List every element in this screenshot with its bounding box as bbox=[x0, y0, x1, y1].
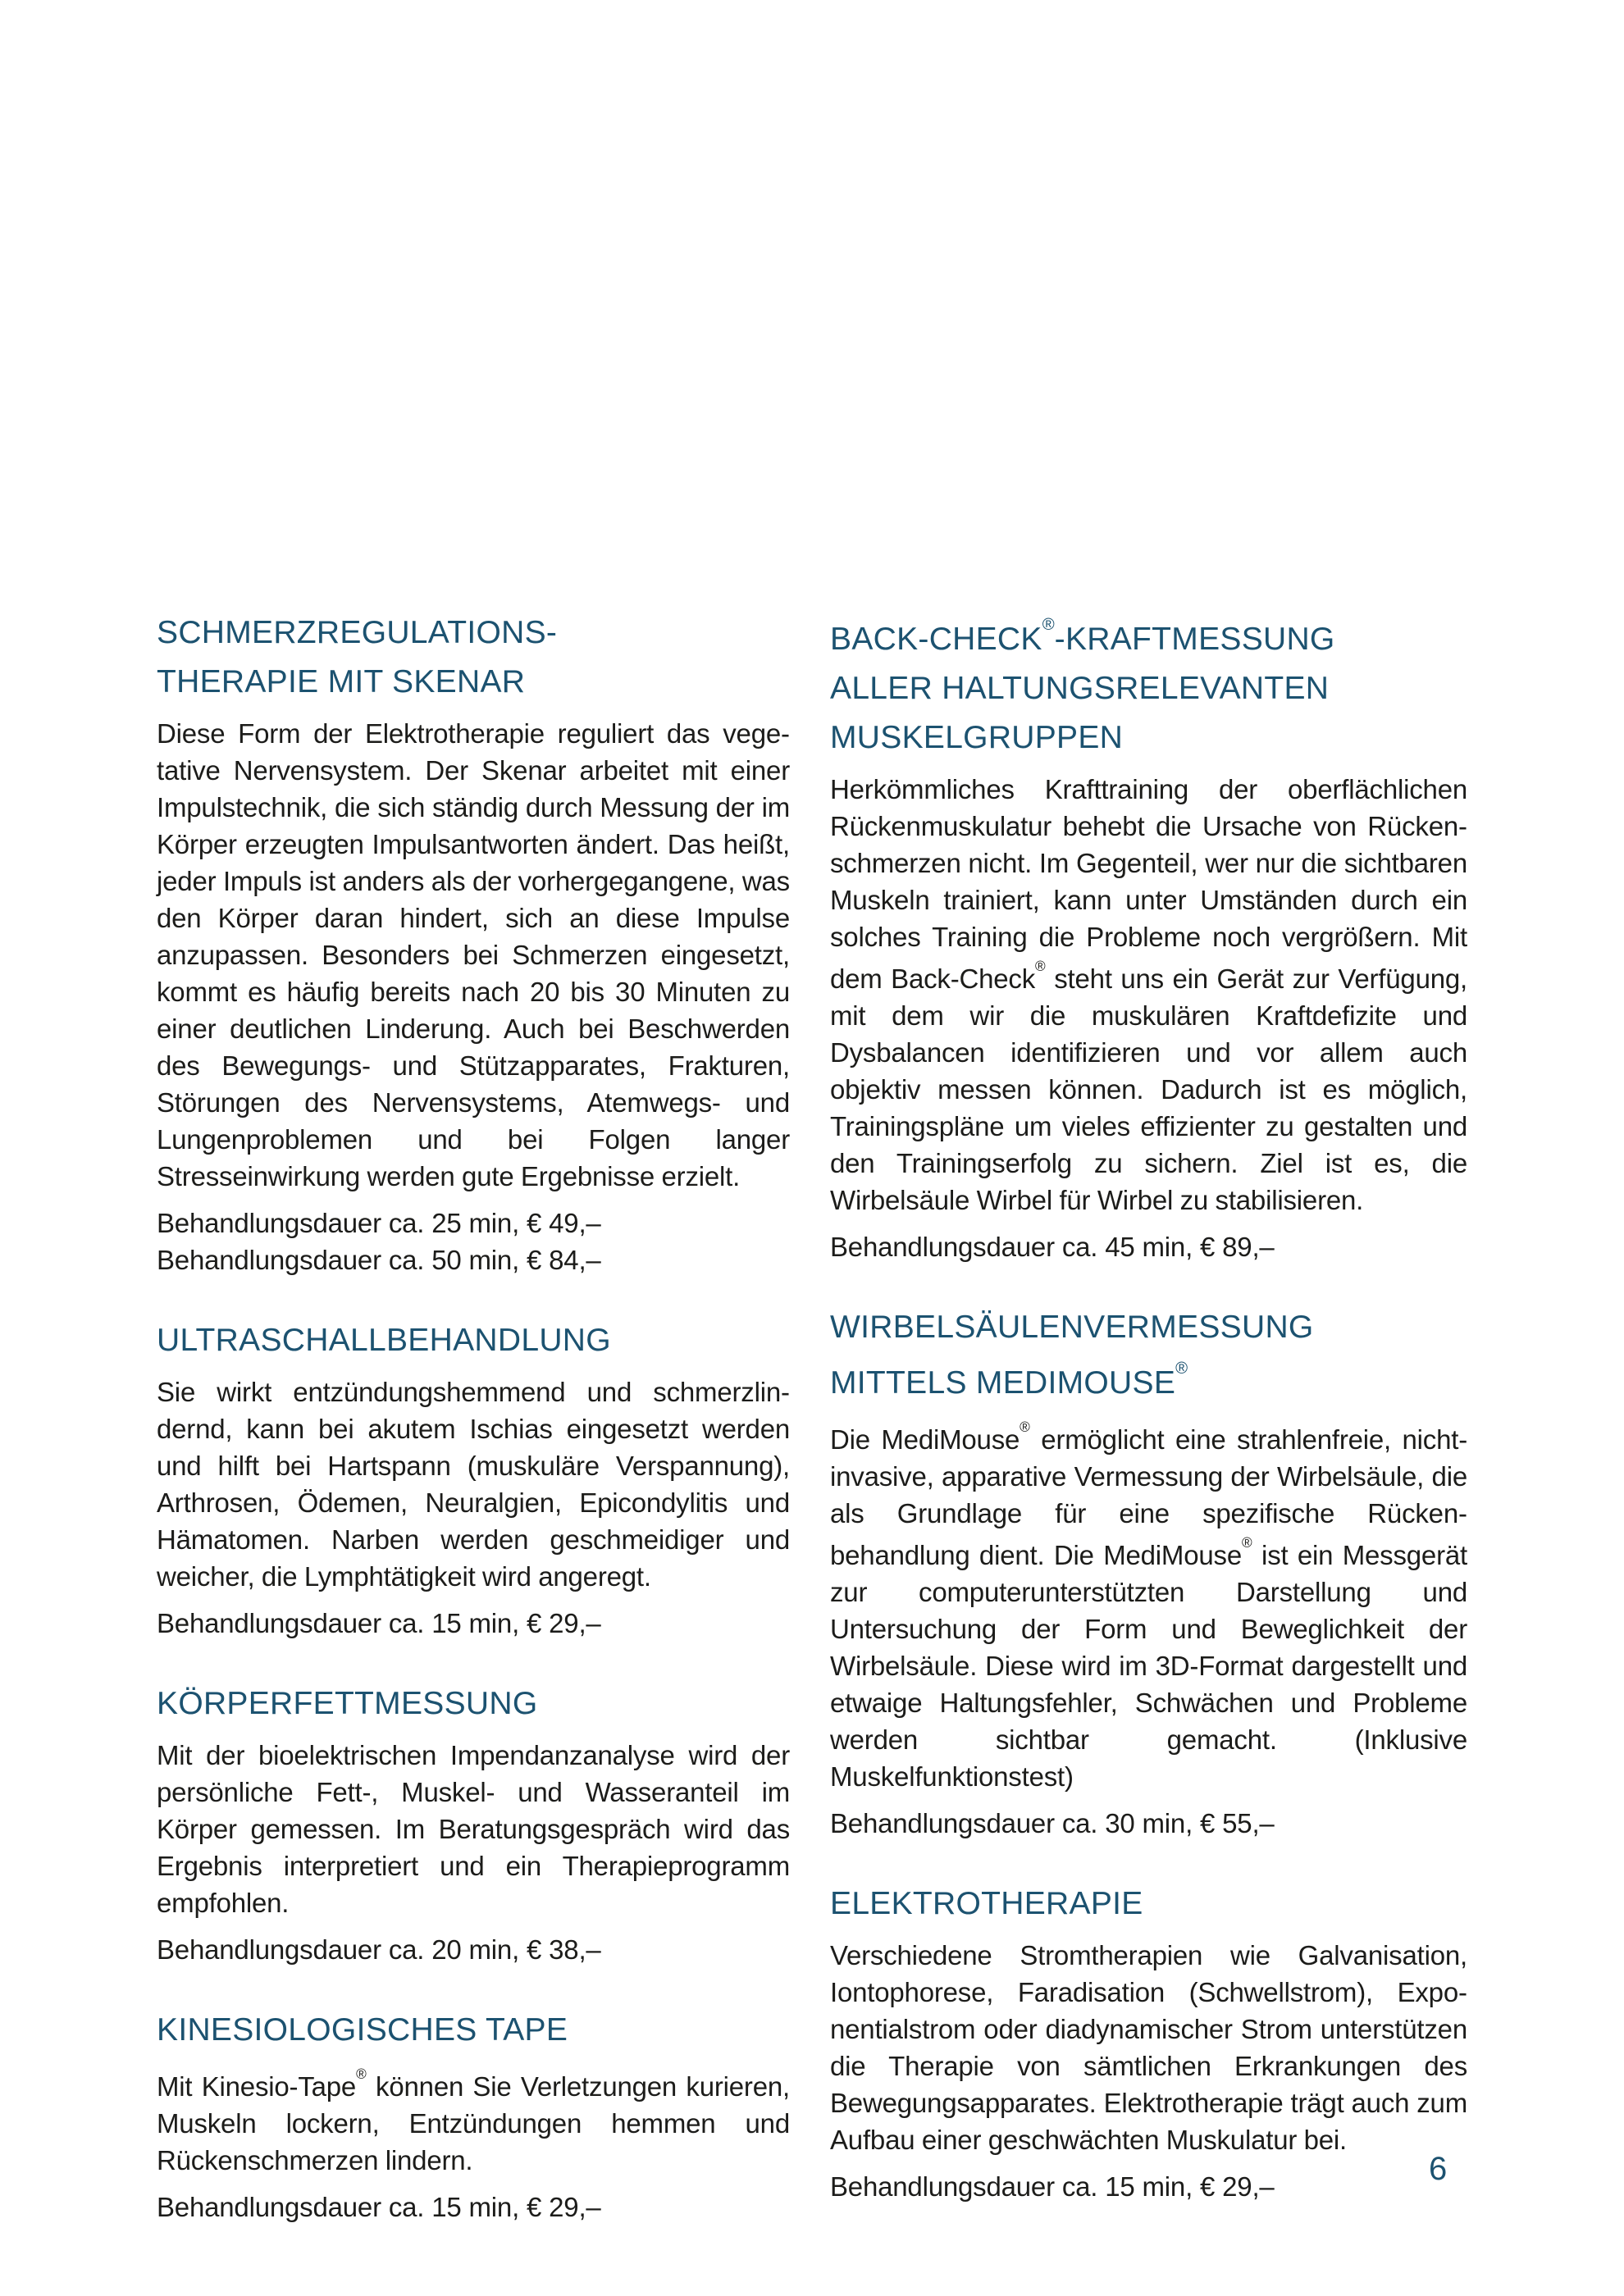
content-columns bbox=[157, 608, 1467, 2225]
price-line: Behandlungsdauer ca. 30 min, € 55,– bbox=[830, 1808, 1275, 1838]
treatment-section-medimouse bbox=[830, 1303, 1467, 1842]
price-line: Behandlungsdauer ca. 25 min, € 49,– bbox=[157, 1208, 601, 1238]
price-block bbox=[830, 1805, 1467, 1842]
treatment-section-tape bbox=[157, 2006, 790, 2225]
price-block bbox=[830, 2168, 1467, 2205]
heading-line: ALLER HALTUNGSRELEVANTEN bbox=[830, 671, 1330, 706]
price-line: Behandlungsdauer ca. 45 min, € 89,– bbox=[830, 1232, 1275, 1262]
left-column bbox=[157, 608, 790, 2225]
heading-line: MITTELS MEDIMOUSE® bbox=[830, 1359, 1188, 1401]
price-line: Behandlungsdauer ca. 15 min, € 29,– bbox=[830, 2171, 1275, 2202]
treatment-section-koerperfett bbox=[157, 1679, 790, 1968]
heading-line: ULTRASCHALLBEHANDLUNG bbox=[157, 1323, 611, 1358]
section-heading bbox=[830, 1879, 1467, 1929]
section-body: Mit der bioelektrischen Impendanzanalyse wird der persönliche Fett-, Muskel- und Wasseranteil im Körper gemessen. Im Beratungsgespräch wird das Ergebnis interpretiert und ein Therapieprogramm empfohlen. bbox=[157, 1740, 790, 1918]
section-heading bbox=[157, 1679, 790, 1729]
right-column bbox=[830, 608, 1467, 2225]
price-line: Behandlungsdauer ca. 15 min, € 29,– bbox=[157, 1608, 601, 1638]
section-body: Die MediMouse® ermöglicht eine strahlenfreie, nicht-invasive, apparative Vermessung der Wirbelsäule, die als Grundlage für eine spezifische Rückenbehandlung dient. Die MediMouse® ist ein Messgerät zur computerunterstützten Darstellung und Untersuchung der Form und Beweglichkeit der Wirbelsäule. Diese wird im 3D-Format dargestellt und etwaige Haltungsfehler, Schwächen und Probleme werden sichtbar gemacht. (Inklusive Muskelfunktionstest) bbox=[830, 1419, 1467, 1792]
treatment-section-ultraschall bbox=[157, 1316, 790, 1642]
heading-line: ELEKTROTHERAPIE bbox=[830, 1886, 1143, 1921]
price-line: Behandlungsdauer ca. 20 min, € 38,– bbox=[157, 1934, 601, 1965]
heading-line: BACK-CHECK®-KRAFTMESSUNG bbox=[830, 615, 1335, 657]
section-body: Mit Kinesio-Tape® können Sie Verletzungen kurieren, Muskeln lockern, Entzündungen hemmen und Rückenschmerzen lindern. bbox=[157, 2066, 790, 2175]
section-heading bbox=[830, 1303, 1467, 1408]
section-heading bbox=[830, 608, 1467, 763]
heading-line: SCHMERZREGULATIONS- bbox=[157, 615, 558, 650]
page-number: 6 bbox=[1429, 2151, 1448, 2187]
section-body: Herkömmliches Krafttraining der oberflächlichen Rückenmuskulatur behebt die Ursache von Rückenschmerzen nicht. Im Gegenteil, wer nur die sichtbaren Muskeln trainiert, kann unter Umständen durch ein solches Training die Probleme noch vergrößern. Mit dem Back-Check® steht uns ein Gerät zur Verfügung, mit dem wir die muskulären Kraftdefizite und Dysbalancen identifizieren und vor allem auch objektiv messen können. Dadurch ist es möglich, Trainingspläne um vieles effizienter zu gestalten und den Trainingserfolg zu sichern. Ziel ist es, die Wirbelsäule Wirbel für Wirbel zu stabilisieren. bbox=[830, 774, 1467, 1215]
price-line: Behandlungsdauer ca. 15 min, € 29,– bbox=[157, 2192, 601, 2222]
treatment-section-elektrotherapie bbox=[830, 1879, 1467, 2205]
section-heading bbox=[157, 2006, 790, 2055]
section-body: Sie wirkt entzündungshemmend und schmerzlindernd, kann bei akutem Ischias eingesetzt werden und hilft bei Hartspann (muskuläre Verspannung), Arthrosen, Ödemen, Neuralgien, Epicondylitis und Hämatomen. Narben werden geschmeidiger und weicher, die Lymphtätigkeit wird angeregt. bbox=[157, 1377, 790, 1592]
price-line: Behandlungsdauer ca. 50 min, € 84,– bbox=[157, 1245, 601, 1275]
price-block bbox=[157, 1205, 790, 1278]
heading-line: KÖRPERFETTMESSUNG bbox=[157, 1686, 538, 1721]
heading-line: THERAPIE MIT SKENAR bbox=[157, 664, 526, 699]
price-block bbox=[830, 1228, 1467, 1265]
section-body: Verschiedene Stromtherapien wie Galvanisation, Iontophorese, Faradisation (Schwellstrom), Exponentialstrom oder diadynamischer Strom unterstützen die Therapie von sämtlichen Erkrankungen des Bewegungsapparates. Elektrotherapie trägt auch zum Aufbau einer geschwächten Muskulatur bei. bbox=[830, 1940, 1467, 2155]
section-body: Diese Form der Elektrotherapie reguliert das vegetative Nervensystem. Der Skenar arbeitet mit einer Impulstechnik, die sich ständig durch Messung der im Körper erzeugten Impulsantworten ändert. Das heißt, jeder Impuls ist anders als der vorhergegangene, was den Körper daran hindert, sich an diese Impulse anzupassen. Besonders bei Schmerzen eingesetzt, kommt es häufig bereits nach 20 bis 30 Minuten zu einer deutlichen Linderung. Auch bei Beschwerden des Bewegungs- und Stützapparates, Frakturen, Störungen des Nervensystems, Atemwegs- und Lungenproblemen und bei Folgen langer Stresseinwirkung werden gute Ergebnisse erzielt. bbox=[157, 718, 790, 1191]
price-block bbox=[157, 1931, 790, 1968]
heading-line: MUSKELGRUPPEN bbox=[830, 720, 1124, 755]
heading-line: KINESIOLOGISCHES TAPE bbox=[157, 2012, 568, 2048]
section-heading bbox=[157, 1316, 790, 1365]
price-block bbox=[157, 1605, 790, 1642]
treatment-section-backcheck bbox=[830, 608, 1467, 1265]
heading-line: WIRBELSÄULENVERMESSUNG bbox=[830, 1310, 1314, 1345]
section-heading bbox=[157, 608, 790, 707]
price-block bbox=[157, 2189, 790, 2225]
treatment-section-skenar bbox=[157, 608, 790, 1278]
